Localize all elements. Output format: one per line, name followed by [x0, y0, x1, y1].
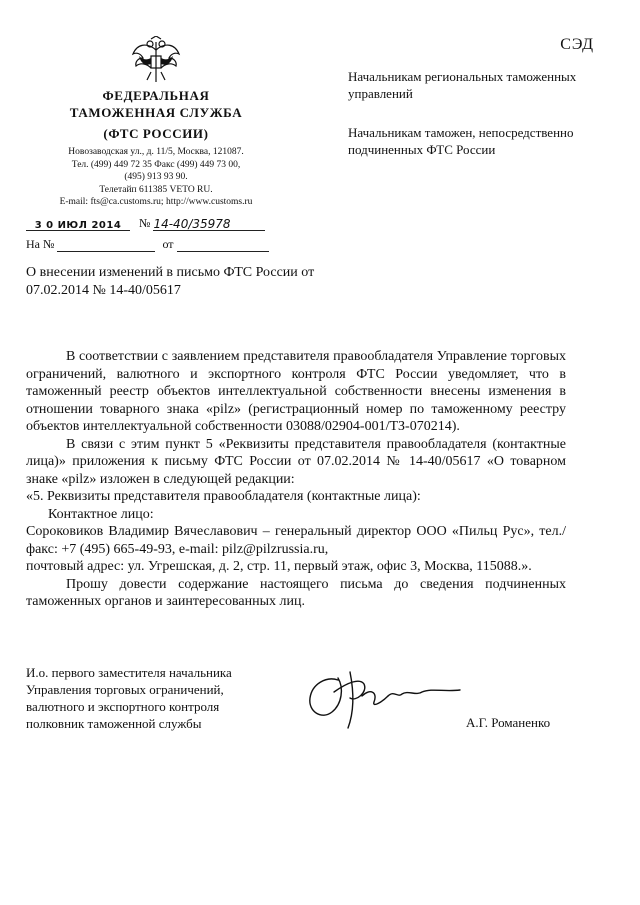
contact-phone: Тел. (499) 449 72 35 Факс (499) 449 73 00,: [71, 159, 241, 170]
registration-number-field: [153, 217, 265, 231]
registration-date-line: [26, 216, 265, 231]
registration-date-field: [26, 217, 130, 231]
org-short-name: (ФТС РОССИИ): [103, 126, 209, 141]
body-paragraph-5: Сороковиков Владимир Вячеславович – генеральный директор ООО «Пильц Рус», тел./факс: +7 (495) 665-49-93, e-mail: pilz@pilzrussia.ru,: [26, 524, 566, 557]
reference-number-label: На №: [26, 237, 55, 251]
body-paragraph-2: В связи с этим пункт 5 «Реквизиты представителя правообладателя (контактные лица)» приложения к письму ФТС России от 07.02.2014 № 14-40/05617 «О товарном знаке «pilz» изложен в следующей редакции:: [26, 436, 566, 487]
org-contacts: [38, 146, 274, 209]
signatory-name: А.Г. Романенко: [466, 715, 551, 730]
registration-number: 14-40/35978: [153, 217, 231, 231]
signatory-position: [26, 664, 296, 732]
reference-date-field: [177, 238, 269, 252]
handwritten-signature-icon: [298, 662, 468, 732]
contact-teletype: Телетайп 611385 VETO RU.: [99, 184, 213, 195]
reference-date-label: от: [162, 237, 174, 251]
letter-subject: О внесении изменений в письмо ФТС России от 07.02.2014 № 14-40/05617: [26, 265, 315, 298]
body-paragraph-6: почтовый адрес: ул. Угрешская, д. 2, стр. 11, первый этаж, офис 3, Москва, 115088.».: [26, 559, 532, 574]
addressee-2: Начальникам таможен, непосредственно подчиненных ФТС России: [348, 125, 574, 157]
registration-date: 3 0 ИЮЛ 2014: [34, 220, 122, 231]
letter-body: [26, 348, 566, 611]
org-name-line2: ТАМОЖЕННАЯ СЛУЖБА: [69, 105, 243, 120]
reference-number-field: [57, 238, 155, 252]
addressee-1: Начальникам региональных таможенных управлений: [348, 69, 577, 101]
body-paragraph-4: Контактное лицо:: [48, 506, 154, 522]
signatory-position-line2: Управления торговых ограничений,: [26, 682, 224, 697]
org-name-line1: ФЕДЕРАЛЬНАЯ: [102, 88, 210, 103]
signatory-position-line1: И.о. первого заместителя начальника: [26, 665, 232, 680]
signatory-position-line3: валютного и экспортного контроля: [26, 699, 220, 714]
contact-phone-2: (495) 913 93 90.: [124, 172, 188, 182]
body-paragraph-3: «5. Реквизиты представителя правообладателя (контактные лица):: [26, 489, 421, 504]
reference-line: [26, 237, 269, 252]
coat-of-arms-russia-icon: [129, 36, 183, 84]
contact-address: Новозаводская ул., д. 11/5, Москва, 121087.: [68, 147, 244, 157]
signatory-position-line4: полковник таможенной службы: [26, 716, 202, 731]
contact-email: E-mail: fts@ca.customs.ru; http://www.customs.ru: [59, 197, 253, 207]
sed-mark: СЭД: [560, 36, 594, 53]
registration-number-label: №: [139, 216, 151, 230]
body-paragraph-7: Прошу довести содержание настоящего письма до сведения подчиненных таможенных органов и заинтересованных лиц.: [26, 576, 566, 609]
body-paragraph-1: В соответствии с заявлением представителя правообладателя Управление торговых ограничений, валютного и экспортного контроля ФТС России уведомляет, что в таможенный реестр объектов интеллектуальной собственности внесены изменения в отношении товарного знака «pilz» (регистрационный номер по таможенному реестру объектов интеллектуальной собственности 03088/02904-001/ТЗ-070214).: [26, 349, 566, 434]
